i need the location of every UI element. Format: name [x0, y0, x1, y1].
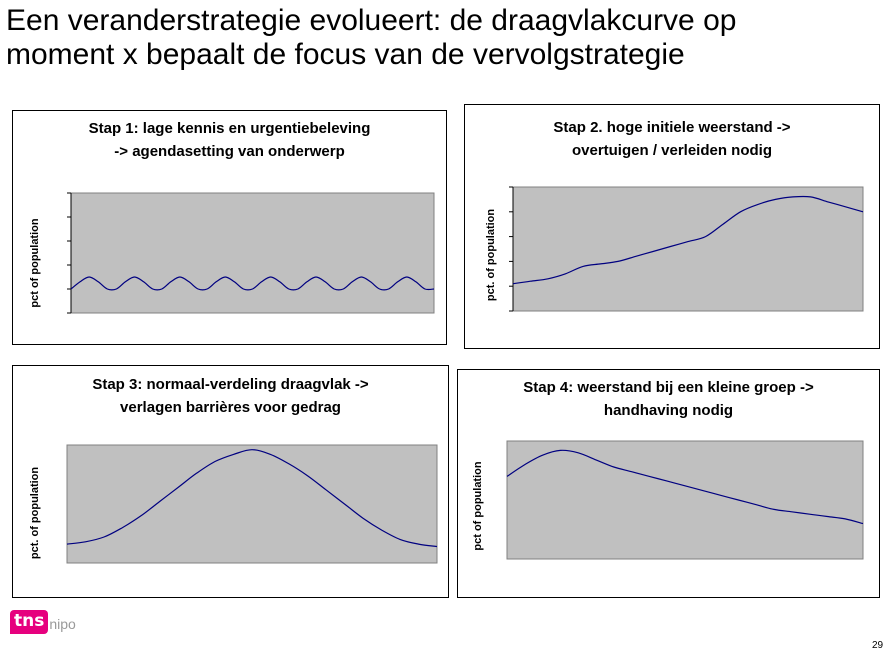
panel-step-3	[12, 365, 449, 598]
panel-step-2	[464, 104, 880, 349]
data-point	[225, 276, 226, 277]
page-number: 29	[872, 640, 883, 651]
data-point	[140, 515, 141, 516]
data-point	[179, 276, 180, 277]
data-point	[684, 485, 685, 486]
data-point	[560, 450, 561, 451]
data-point	[418, 544, 419, 545]
data-point	[595, 459, 596, 460]
data-point	[775, 199, 776, 200]
data-point	[188, 281, 189, 282]
chart-step-2	[509, 183, 867, 317]
data-point	[152, 288, 153, 289]
data-point	[600, 263, 601, 264]
data-point	[436, 546, 437, 547]
panel-step-3-title-line-1: Stap 3: normaal-verdeling draagvlak ->	[92, 376, 369, 393]
panel-step-4	[457, 369, 880, 598]
data-point	[578, 452, 579, 453]
data-point	[649, 476, 650, 477]
panel-step-3-title-line-2: verlagen barrières voor gedrag	[120, 399, 341, 416]
data-point	[306, 281, 307, 282]
data-point	[542, 455, 543, 456]
plot-area	[513, 187, 863, 311]
data-point	[370, 281, 371, 282]
data-point	[216, 281, 217, 282]
data-point	[325, 281, 326, 282]
data-point	[98, 281, 99, 282]
logo-sub: nipo	[49, 616, 76, 632]
data-point	[107, 288, 108, 289]
data-point	[325, 489, 326, 490]
data-point	[631, 471, 632, 472]
data-point	[670, 246, 671, 247]
data-point	[161, 288, 162, 289]
data-point	[344, 503, 345, 504]
slide-title	[6, 4, 876, 72]
data-point	[433, 288, 434, 289]
data-point	[261, 281, 262, 282]
data-point	[288, 288, 289, 289]
data-point	[702, 490, 703, 491]
data-point	[792, 196, 793, 197]
data-point	[288, 463, 289, 464]
data-point	[233, 454, 234, 455]
data-point	[635, 256, 636, 257]
data-point	[66, 544, 67, 545]
panel-step-4-ylabel: pct of population	[472, 461, 484, 551]
data-point	[827, 516, 828, 517]
data-point	[757, 204, 758, 205]
data-point	[740, 211, 741, 212]
data-point	[406, 276, 407, 277]
data-point	[667, 481, 668, 482]
panel-step-2-title	[465, 116, 879, 162]
data-point	[397, 281, 398, 282]
data-point	[547, 278, 548, 279]
data-point	[720, 495, 721, 496]
panel-step-4-title-line-2: handhaving nodig	[603, 402, 734, 419]
data-point	[297, 288, 298, 289]
data-point	[307, 475, 308, 476]
data-point	[424, 288, 425, 289]
data-point	[270, 454, 271, 455]
plot-area	[507, 441, 863, 559]
slide-title-line-2: moment x bepaalt de focus van de vervolgstrategie	[6, 38, 685, 71]
data-point	[791, 511, 792, 512]
data-point	[116, 288, 117, 289]
data-point	[388, 288, 389, 289]
data-point	[279, 281, 280, 282]
data-point	[362, 518, 363, 519]
data-point	[617, 261, 618, 262]
chart-step-4	[503, 437, 863, 561]
data-point	[827, 201, 828, 202]
data-point	[79, 281, 80, 282]
panel-step-3-title	[13, 373, 448, 419]
data-point	[845, 206, 846, 207]
data-point	[177, 487, 178, 488]
data-point	[196, 473, 197, 474]
data-point	[845, 518, 846, 519]
panel-step-1-title-line-1: Stap 1: lage kennis en urgentiebeleving	[88, 120, 371, 137]
data-point	[143, 281, 144, 282]
data-point	[343, 288, 344, 289]
data-point	[207, 288, 208, 289]
slide-title-line-1: Een veranderstrategie evolueert: de draagvlakcurve op	[6, 4, 737, 37]
data-point	[399, 539, 400, 540]
data-point	[234, 281, 235, 282]
data-point	[582, 266, 583, 267]
panel-step-2-ylabel: pct. of population	[485, 208, 497, 302]
plot-area	[67, 445, 437, 563]
panel-step-1-title-line-2: -> agendasetting van onderwerp	[114, 143, 345, 160]
data-point	[159, 501, 160, 502]
data-point	[122, 527, 123, 528]
data-point	[103, 536, 104, 537]
panel-step-1-title	[13, 117, 446, 163]
data-point	[524, 464, 525, 465]
data-point	[334, 288, 335, 289]
data-point	[415, 281, 416, 282]
data-point	[85, 541, 86, 542]
data-point	[809, 514, 810, 515]
data-point	[722, 224, 723, 225]
data-point	[214, 461, 215, 462]
data-point	[134, 276, 135, 277]
data-point	[506, 476, 507, 477]
data-point	[862, 211, 863, 212]
data-point	[125, 281, 126, 282]
data-point	[705, 236, 706, 237]
data-point	[773, 509, 774, 510]
data-point	[652, 251, 653, 252]
data-point	[862, 523, 863, 524]
panel-step-3-ylabel: pct. of population	[29, 466, 41, 560]
data-point	[170, 281, 171, 282]
data-point	[756, 504, 757, 505]
data-point	[565, 273, 566, 274]
panel-step-2-title-line-2: overtuigen / verleiden nodig	[571, 142, 773, 159]
data-point	[361, 276, 362, 277]
data-point	[352, 281, 353, 282]
panel-step-4-title	[458, 376, 879, 422]
data-point	[512, 283, 513, 284]
panel-step-1-ylabel: pct of population	[29, 218, 41, 308]
panel-step-1	[12, 110, 447, 345]
data-point	[315, 276, 316, 277]
logo-badge: tns	[10, 610, 48, 634]
data-point	[738, 499, 739, 500]
data-point	[530, 281, 531, 282]
data-point	[251, 449, 252, 450]
data-point	[687, 241, 688, 242]
data-point	[379, 288, 380, 289]
data-point	[381, 529, 382, 530]
data-point	[613, 466, 614, 467]
chart-step-3	[63, 441, 437, 565]
data-point	[243, 288, 244, 289]
chart-step-1	[67, 189, 437, 319]
data-point	[70, 288, 71, 289]
panel-step-4-title-line-1: Stap 4: weerstand bij een kleine groep ->	[523, 379, 814, 396]
data-point	[252, 288, 253, 289]
data-point	[810, 196, 811, 197]
data-point	[197, 288, 198, 289]
plot-area	[71, 193, 434, 313]
data-point	[270, 276, 271, 277]
data-point	[89, 276, 90, 277]
tns-nipo-logo	[10, 610, 76, 634]
panel-step-2-title-line-1: Stap 2. hoge initiele weerstand ->	[553, 119, 791, 136]
